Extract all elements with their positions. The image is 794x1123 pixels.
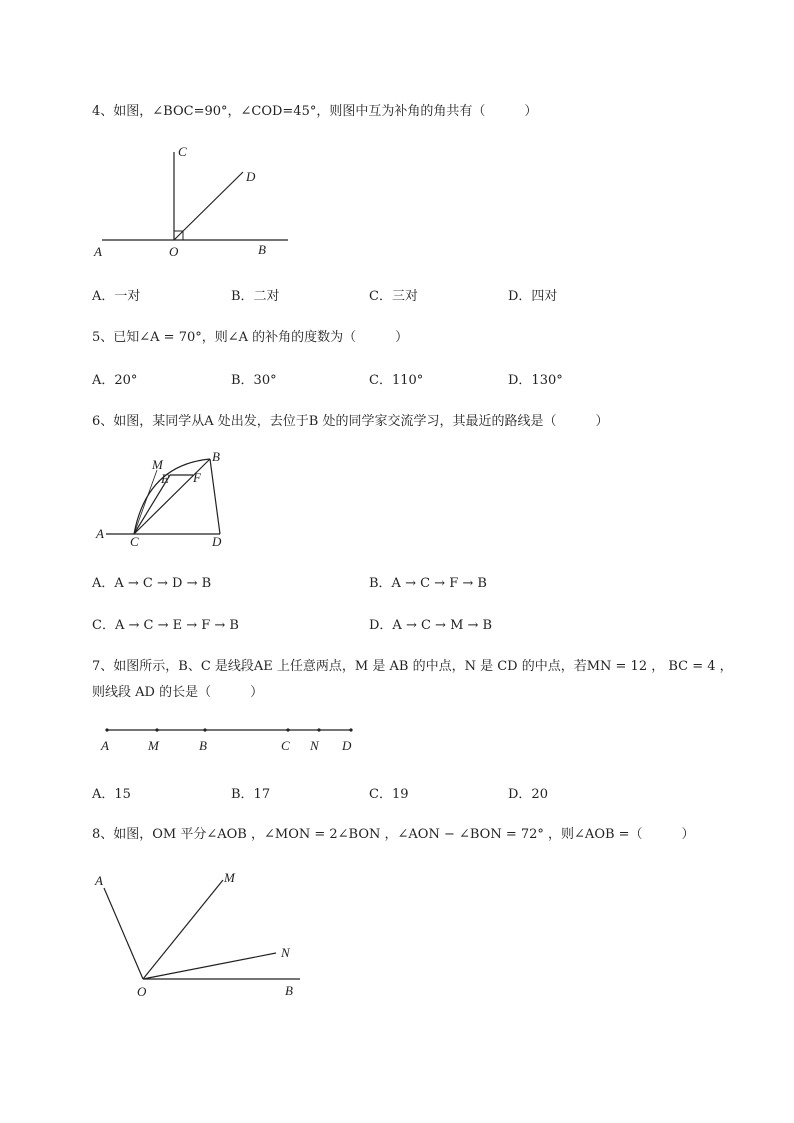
label-b: B — [285, 983, 293, 998]
label-o: O — [137, 984, 147, 999]
figure-q8 — [92, 868, 312, 1003]
label-d: D — [212, 534, 222, 549]
q4-option-a: A．一对 — [92, 289, 141, 304]
figure-q7 — [95, 720, 365, 756]
label-n: N — [310, 738, 319, 753]
question-7-text-line2: 则线段 AD 的长是（ ） — [92, 685, 264, 700]
q5-option-d: D．130° — [508, 373, 563, 388]
label-d: D — [342, 738, 352, 753]
q6-option-a: A．A → C → D → B — [92, 576, 212, 591]
q4-option-d: D．四对 — [508, 289, 558, 304]
q5-option-a: A．20° — [92, 373, 138, 388]
q7-option-d: D．20 — [508, 787, 548, 802]
label-o: O — [169, 244, 179, 259]
question-8-text: 8、如图，OM 平分∠AOB ，∠MON = 2∠BON ，∠AON − ∠BON = 72° ，则∠AOB =（ ） — [92, 827, 695, 842]
question-4-text: 4、如图，∠BOC=90°，∠COD=45°，则图中互为补角的角共有（ ） — [92, 104, 538, 119]
label-b: B — [199, 738, 207, 753]
label-d: D — [246, 169, 256, 184]
figure-q4 — [90, 140, 290, 265]
label-c: C — [281, 738, 290, 753]
q6-option-c: C．A → C → E → F → B — [92, 618, 239, 633]
q7-option-c: C．19 — [369, 787, 409, 802]
q4-option-c: C．三对 — [369, 289, 418, 304]
label-a: A — [101, 738, 109, 753]
label-c: C — [130, 534, 139, 549]
q6-option-d: D．A → C → M → B — [369, 618, 493, 633]
q4-option-b: B．二对 — [231, 289, 280, 304]
question-6-text: 6、如图，某同学从A 处出发，去位于B 处的同学家交流学习，其最近的路线是（ ） — [92, 414, 609, 429]
label-c: C — [178, 144, 187, 159]
label-m: M — [152, 457, 163, 472]
q5-option-b: B．30° — [231, 373, 277, 388]
label-n: N — [281, 945, 290, 960]
q7-option-a: A．15 — [92, 787, 131, 802]
label-a: A — [95, 873, 103, 888]
label-m: M — [148, 738, 159, 753]
question-5-text: 5、已知∠A = 70°，则∠A 的补角的度数为（ ） — [92, 330, 409, 345]
label-b: B — [258, 242, 266, 257]
question-7-text-line1: 7、如图所示，B、C 是线段AE 上任意两点，M 是 AB 的中点，N 是 CD 的中点，若MN = 12 ， BC = 4 ， — [92, 659, 733, 674]
label-e: E — [161, 471, 169, 486]
figure-q6 — [92, 450, 232, 550]
label-b: B — [212, 449, 220, 464]
q7-option-b: B．17 — [231, 787, 271, 802]
label-a: A — [94, 244, 102, 259]
q6-option-b: B．A → C → F → B — [369, 576, 487, 591]
label-a: A — [96, 526, 104, 541]
label-f: F — [193, 470, 201, 485]
label-m: M — [224, 870, 235, 885]
q5-option-c: C．110° — [369, 373, 424, 388]
